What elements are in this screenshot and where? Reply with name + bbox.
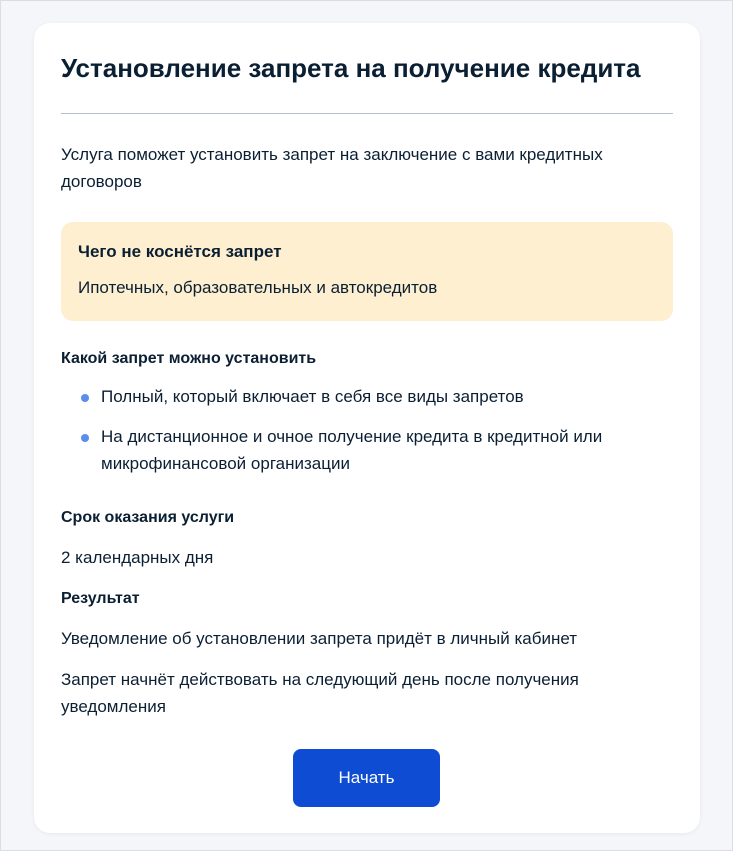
bullet-icon [81,394,89,402]
start-button[interactable]: Начать [293,749,440,807]
ban-types-list [61,383,661,490]
result-line-1: Уведомление об установлении запрета придёт в личный кабинет [61,629,578,648]
notice-box [61,222,673,321]
ban-types-heading: Какой запрет можно установить [61,350,317,367]
term-heading: Срок оказания услуги [61,509,235,526]
list-item [61,383,661,410]
service-intro: Услуга поможет установить запрет на заключение с вами кредитных договоров [61,145,603,191]
notice-title: Чего не коснётся запрет [78,242,282,261]
notice-text: Ипотечных, образовательных и автокредитов [78,278,438,297]
divider [61,113,673,114]
list-item [61,423,661,477]
result-heading: Результат [61,590,140,607]
bullet-icon [81,434,89,442]
service-card [34,23,700,833]
term-value: 2 календарных дня [61,548,214,567]
result-line-2: Запрет начнёт действовать на следующий день после получения уведомления [61,670,579,716]
list-item-text: На дистанционное и очное получение кредита в кредитной или микрофинансовой организации [101,427,603,473]
page-title: Установление запрета на получение кредита [61,53,641,83]
list-item-text: Полный, который включает в себя все виды запретов [101,387,524,406]
